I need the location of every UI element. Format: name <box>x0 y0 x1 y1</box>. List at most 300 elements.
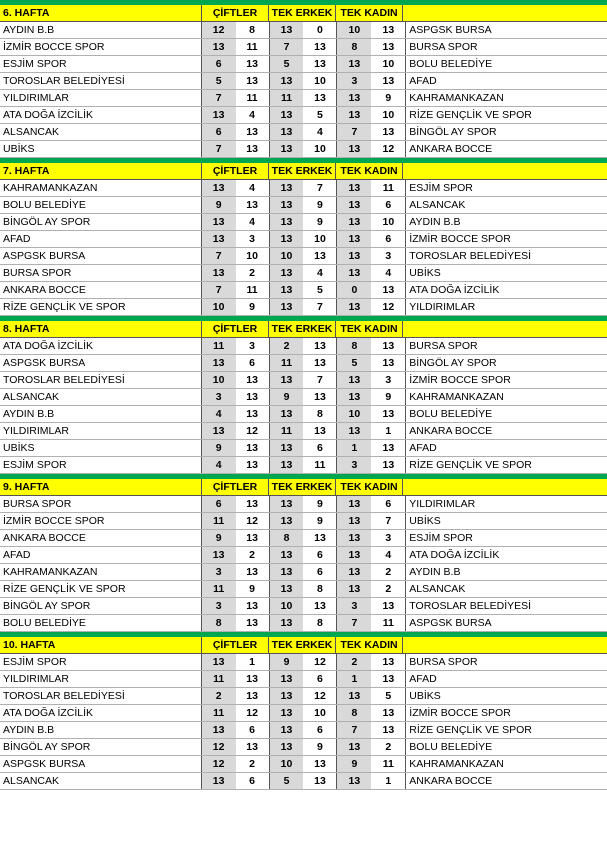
away-score: 5 <box>303 282 337 298</box>
single-men-header: TEK ERKEK <box>269 479 336 495</box>
away-score: 10 <box>236 248 270 264</box>
away-team: UBİKS <box>405 513 607 529</box>
home-score: 13 <box>337 389 371 405</box>
home-score: 13 <box>202 423 236 439</box>
away-score: 12 <box>371 299 405 315</box>
away-score: 13 <box>303 39 337 55</box>
away-score: 13 <box>236 389 270 405</box>
match-row <box>0 547 607 564</box>
week-title: 6. HAFTA <box>0 5 202 21</box>
match-row <box>0 564 607 581</box>
home-team: ASPGSK BURSA <box>0 355 202 371</box>
home-score: 13 <box>270 564 304 580</box>
away-score: 3 <box>371 530 405 546</box>
home-team: RİZE GENÇLİK VE SPOR <box>0 299 202 315</box>
match-row <box>0 773 607 790</box>
away-team: BİNGÖL AY SPOR <box>405 355 607 371</box>
home-score: 13 <box>337 773 371 789</box>
home-score: 7 <box>337 615 371 631</box>
away-team: YILDIRIMLAR <box>405 299 607 315</box>
away-team: İZMİR BOCCE SPOR <box>405 705 607 721</box>
away-score: 3 <box>236 231 270 247</box>
home-team: ESJİM SPOR <box>0 457 202 473</box>
away-score: 13 <box>236 564 270 580</box>
home-score: 6 <box>202 496 236 512</box>
match-row <box>0 355 607 372</box>
home-score: 9 <box>270 389 304 405</box>
home-score: 7 <box>202 248 236 264</box>
home-team: BİNGÖL AY SPOR <box>0 214 202 230</box>
away-score: 13 <box>236 440 270 456</box>
away-team: RİZE GENÇLİK VE SPOR <box>405 107 607 123</box>
away-score: 1 <box>236 654 270 670</box>
home-score: 3 <box>337 73 371 89</box>
match-row <box>0 338 607 355</box>
away-score: 11 <box>371 756 405 772</box>
home-score: 13 <box>337 564 371 580</box>
home-score: 13 <box>270 22 304 38</box>
away-score: 10 <box>303 73 337 89</box>
home-team: ATA DOĞA İZCİLİK <box>0 338 202 354</box>
away-score: 13 <box>371 338 405 354</box>
away-score: 9 <box>303 739 337 755</box>
home-team: BURSA SPOR <box>0 496 202 512</box>
away-score: 7 <box>303 180 337 196</box>
match-row <box>0 705 607 722</box>
away-score: 13 <box>236 615 270 631</box>
away-score: 5 <box>371 688 405 704</box>
away-team: AYDIN B.B <box>405 214 607 230</box>
home-team: YILDIRIMLAR <box>0 671 202 687</box>
home-score: 13 <box>202 231 236 247</box>
home-score: 10 <box>337 22 371 38</box>
away-team: RİZE GENÇLİK VE SPOR <box>405 457 607 473</box>
away-score: 8 <box>303 581 337 597</box>
match-row <box>0 282 607 299</box>
week-header <box>0 479 607 496</box>
home-score: 13 <box>270 581 304 597</box>
home-score: 7 <box>202 90 236 106</box>
match-row <box>0 248 607 265</box>
match-row <box>0 756 607 773</box>
away-score: 9 <box>371 389 405 405</box>
week-block <box>0 632 607 790</box>
away-score: 9 <box>236 581 270 597</box>
away-score: 4 <box>303 124 337 140</box>
home-team: AYDIN B.B <box>0 406 202 422</box>
away-score: 8 <box>303 406 337 422</box>
away-team: ALSANCAK <box>405 581 607 597</box>
home-score: 13 <box>270 265 304 281</box>
home-team: ALSANCAK <box>0 389 202 405</box>
home-score: 3 <box>337 457 371 473</box>
away-score: 13 <box>303 389 337 405</box>
away-team: ANKARA BOCCE <box>405 423 607 439</box>
home-score: 13 <box>337 180 371 196</box>
away-score: 13 <box>236 739 270 755</box>
home-score: 13 <box>337 372 371 388</box>
home-team: TOROSLAR BELEDİYESİ <box>0 688 202 704</box>
home-score: 13 <box>337 197 371 213</box>
match-row <box>0 90 607 107</box>
away-score: 13 <box>371 39 405 55</box>
away-team: ASPGSK BURSA <box>405 22 607 38</box>
away-team: ATA DOĞA İZCİLİK <box>405 547 607 563</box>
home-score: 11 <box>270 355 304 371</box>
away-score: 6 <box>371 231 405 247</box>
home-score: 13 <box>337 513 371 529</box>
home-team: TOROSLAR BELEDİYESİ <box>0 73 202 89</box>
week-header <box>0 163 607 180</box>
away-score: 6 <box>303 564 337 580</box>
home-team: BOLU BELEDİYE <box>0 615 202 631</box>
away-team: KAHRAMANKAZAN <box>405 756 607 772</box>
match-row <box>0 73 607 90</box>
match-row <box>0 739 607 756</box>
home-score: 13 <box>337 107 371 123</box>
away-score: 9 <box>236 299 270 315</box>
away-score: 12 <box>303 688 337 704</box>
week-title: 7. HAFTA <box>0 163 202 179</box>
home-score: 13 <box>270 124 304 140</box>
away-score: 4 <box>371 547 405 563</box>
home-team: KAHRAMANKAZAN <box>0 564 202 580</box>
week-title: 10. HAFTA <box>0 637 202 653</box>
away-score: 13 <box>303 756 337 772</box>
home-score: 13 <box>337 214 371 230</box>
away-score: 7 <box>371 513 405 529</box>
home-team: ALSANCAK <box>0 773 202 789</box>
home-score: 5 <box>337 355 371 371</box>
away-team: ATA DOĞA İZCİLİK <box>405 282 607 298</box>
away-score: 10 <box>303 705 337 721</box>
away-team: TOROSLAR BELEDİYESİ <box>405 248 607 264</box>
away-score: 13 <box>371 406 405 422</box>
home-score: 10 <box>202 299 236 315</box>
away-score: 13 <box>303 56 337 72</box>
match-row <box>0 141 607 158</box>
match-row <box>0 598 607 615</box>
home-team: TOROSLAR BELEDİYESİ <box>0 372 202 388</box>
away-score: 6 <box>236 722 270 738</box>
home-score: 11 <box>202 581 236 597</box>
pairs-header: ÇİFTLER <box>202 479 269 495</box>
away-score: 13 <box>371 457 405 473</box>
single-men-header: TEK ERKEK <box>269 5 336 21</box>
away-score: 10 <box>303 141 337 157</box>
away-score: 4 <box>371 265 405 281</box>
match-row <box>0 530 607 547</box>
away-score: 13 <box>236 496 270 512</box>
away-team: İZMİR BOCCE SPOR <box>405 231 607 247</box>
home-score: 13 <box>202 773 236 789</box>
home-team: UBİKS <box>0 440 202 456</box>
header-spacer <box>403 321 605 337</box>
away-team: YILDIRIMLAR <box>405 496 607 512</box>
away-score: 10 <box>303 231 337 247</box>
home-score: 13 <box>270 141 304 157</box>
home-score: 13 <box>202 547 236 563</box>
home-score: 13 <box>270 73 304 89</box>
away-score: 13 <box>371 124 405 140</box>
home-score: 13 <box>270 214 304 230</box>
home-score: 0 <box>337 282 371 298</box>
home-score: 7 <box>202 282 236 298</box>
home-score: 12 <box>202 739 236 755</box>
away-score: 10 <box>371 56 405 72</box>
home-team: YILDIRIMLAR <box>0 423 202 439</box>
single-women-header: TEK KADIN <box>336 5 403 21</box>
home-score: 9 <box>270 654 304 670</box>
away-score: 3 <box>371 248 405 264</box>
away-team: AFAD <box>405 440 607 456</box>
away-score: 13 <box>236 457 270 473</box>
match-row <box>0 688 607 705</box>
away-score: 13 <box>303 773 337 789</box>
home-score: 3 <box>337 598 371 614</box>
home-score: 11 <box>202 671 236 687</box>
match-row <box>0 299 607 316</box>
home-score: 5 <box>202 73 236 89</box>
away-score: 12 <box>236 705 270 721</box>
away-team: UBİKS <box>405 265 607 281</box>
home-score: 13 <box>202 39 236 55</box>
away-score: 13 <box>371 654 405 670</box>
away-score: 2 <box>371 581 405 597</box>
away-score: 1 <box>371 423 405 439</box>
home-score: 13 <box>270 496 304 512</box>
away-score: 6 <box>303 547 337 563</box>
match-row <box>0 457 607 474</box>
away-score: 6 <box>303 671 337 687</box>
home-score: 2 <box>270 338 304 354</box>
away-team: ASPGSK BURSA <box>405 615 607 631</box>
home-score: 13 <box>337 231 371 247</box>
away-team: BURSA SPOR <box>405 338 607 354</box>
home-team: BURSA SPOR <box>0 265 202 281</box>
away-score: 6 <box>371 496 405 512</box>
home-score: 13 <box>202 722 236 738</box>
home-score: 13 <box>202 180 236 196</box>
away-team: ESJİM SPOR <box>405 530 607 546</box>
away-score: 11 <box>371 615 405 631</box>
away-score: 10 <box>371 214 405 230</box>
home-score: 12 <box>202 22 236 38</box>
home-score: 13 <box>270 739 304 755</box>
away-score: 11 <box>236 282 270 298</box>
home-score: 13 <box>337 56 371 72</box>
away-score: 11 <box>236 39 270 55</box>
week-header <box>0 637 607 654</box>
away-score: 13 <box>371 671 405 687</box>
home-team: AYDIN B.B <box>0 722 202 738</box>
home-score: 8 <box>337 338 371 354</box>
home-score: 13 <box>270 457 304 473</box>
away-score: 8 <box>236 22 270 38</box>
away-score: 13 <box>236 56 270 72</box>
away-score: 13 <box>303 90 337 106</box>
away-score: 13 <box>371 705 405 721</box>
away-team: BOLU BELEDİYE <box>405 406 607 422</box>
away-score: 12 <box>236 513 270 529</box>
single-women-header: TEK KADIN <box>336 479 403 495</box>
match-row <box>0 440 607 457</box>
home-score: 11 <box>202 513 236 529</box>
match-row <box>0 180 607 197</box>
home-team: AFAD <box>0 547 202 563</box>
away-score: 13 <box>236 372 270 388</box>
away-score: 13 <box>371 282 405 298</box>
away-score: 9 <box>371 90 405 106</box>
home-score: 13 <box>202 214 236 230</box>
home-score: 7 <box>270 39 304 55</box>
home-score: 13 <box>270 406 304 422</box>
away-score: 11 <box>371 180 405 196</box>
week-title: 8. HAFTA <box>0 321 202 337</box>
away-score: 6 <box>236 355 270 371</box>
away-score: 9 <box>303 496 337 512</box>
home-team: ASPGSK BURSA <box>0 248 202 264</box>
home-score: 13 <box>337 423 371 439</box>
home-score: 5 <box>270 56 304 72</box>
home-score: 13 <box>337 496 371 512</box>
home-score: 7 <box>337 722 371 738</box>
home-score: 4 <box>202 457 236 473</box>
home-score: 11 <box>270 423 304 439</box>
away-score: 13 <box>303 423 337 439</box>
home-score: 13 <box>202 265 236 281</box>
away-score: 13 <box>236 141 270 157</box>
week-header <box>0 5 607 22</box>
away-score: 2 <box>236 265 270 281</box>
home-score: 13 <box>270 372 304 388</box>
home-score: 9 <box>202 530 236 546</box>
home-score: 13 <box>270 107 304 123</box>
match-row <box>0 671 607 688</box>
away-score: 4 <box>303 265 337 281</box>
match-row <box>0 496 607 513</box>
home-score: 9 <box>337 756 371 772</box>
home-score: 1 <box>337 671 371 687</box>
away-team: AFAD <box>405 73 607 89</box>
away-score: 13 <box>236 598 270 614</box>
home-team: AYDIN B.B <box>0 22 202 38</box>
away-team: İZMİR BOCCE SPOR <box>405 372 607 388</box>
home-score: 3 <box>202 389 236 405</box>
away-score: 2 <box>236 547 270 563</box>
away-team: RİZE GENÇLİK VE SPOR <box>405 722 607 738</box>
home-score: 11 <box>202 705 236 721</box>
home-score: 3 <box>202 564 236 580</box>
home-score: 10 <box>202 372 236 388</box>
away-team: ALSANCAK <box>405 197 607 213</box>
home-score: 13 <box>202 355 236 371</box>
home-score: 13 <box>337 90 371 106</box>
away-team: TOROSLAR BELEDİYESİ <box>405 598 607 614</box>
match-row <box>0 513 607 530</box>
match-row <box>0 56 607 73</box>
away-score: 4 <box>236 180 270 196</box>
away-score: 2 <box>371 564 405 580</box>
home-team: KAHRAMANKAZAN <box>0 180 202 196</box>
home-team: ATA DOĞA İZCİLİK <box>0 107 202 123</box>
home-score: 13 <box>270 513 304 529</box>
match-row <box>0 372 607 389</box>
home-team: ANKARA BOCCE <box>0 530 202 546</box>
away-score: 6 <box>303 440 337 456</box>
single-men-header: TEK ERKEK <box>269 163 336 179</box>
home-score: 13 <box>337 581 371 597</box>
home-score: 5 <box>270 773 304 789</box>
match-row <box>0 22 607 39</box>
away-team: KAHRAMANKAZAN <box>405 389 607 405</box>
away-team: UBİKS <box>405 688 607 704</box>
away-team: BOLU BELEDİYE <box>405 56 607 72</box>
away-score: 11 <box>236 90 270 106</box>
home-team: ANKARA BOCCE <box>0 282 202 298</box>
match-row <box>0 722 607 739</box>
pairs-header: ÇİFTLER <box>202 321 269 337</box>
home-team: İZMİR BOCCE SPOR <box>0 39 202 55</box>
away-score: 3 <box>371 372 405 388</box>
home-team: ESJİM SPOR <box>0 654 202 670</box>
week-block <box>0 316 607 474</box>
home-score: 13 <box>270 688 304 704</box>
home-team: ASPGSK BURSA <box>0 756 202 772</box>
home-score: 13 <box>270 299 304 315</box>
home-team: İZMİR BOCCE SPOR <box>0 513 202 529</box>
week-block <box>0 474 607 632</box>
home-score: 13 <box>270 705 304 721</box>
away-score: 7 <box>303 299 337 315</box>
home-score: 10 <box>270 248 304 264</box>
home-team: ATA DOĞA İZCİLİK <box>0 705 202 721</box>
away-score: 12 <box>303 654 337 670</box>
away-team: KAHRAMANKAZAN <box>405 90 607 106</box>
home-score: 8 <box>270 530 304 546</box>
single-men-header: TEK ERKEK <box>269 321 336 337</box>
single-women-header: TEK KADIN <box>336 321 403 337</box>
match-row <box>0 423 607 440</box>
home-score: 11 <box>270 90 304 106</box>
away-score: 1 <box>371 773 405 789</box>
home-score: 13 <box>270 671 304 687</box>
match-row <box>0 615 607 632</box>
home-score: 11 <box>202 338 236 354</box>
match-row <box>0 265 607 282</box>
home-team: ALSANCAK <box>0 124 202 140</box>
away-score: 12 <box>236 423 270 439</box>
away-score: 13 <box>303 338 337 354</box>
away-score: 9 <box>303 214 337 230</box>
home-team: YILDIRIMLAR <box>0 90 202 106</box>
away-team: BİNGÖL AY SPOR <box>405 124 607 140</box>
home-score: 13 <box>337 688 371 704</box>
away-score: 13 <box>371 440 405 456</box>
away-score: 8 <box>303 615 337 631</box>
header-spacer <box>403 163 605 179</box>
home-score: 13 <box>270 282 304 298</box>
away-score: 13 <box>371 722 405 738</box>
home-score: 13 <box>270 547 304 563</box>
match-row <box>0 39 607 56</box>
away-score: 13 <box>371 598 405 614</box>
week-block <box>0 158 607 316</box>
away-score: 9 <box>303 197 337 213</box>
home-score: 2 <box>337 654 371 670</box>
match-row <box>0 406 607 423</box>
away-score: 13 <box>236 671 270 687</box>
